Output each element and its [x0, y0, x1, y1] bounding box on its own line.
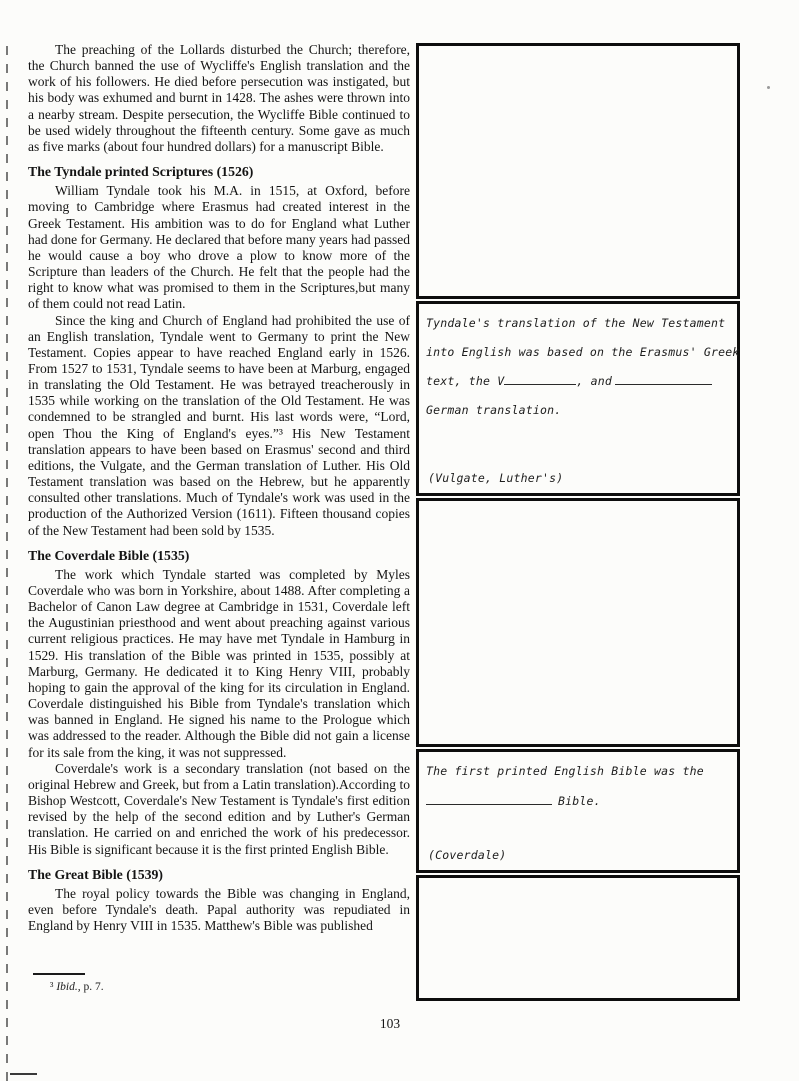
binding-tick-marks	[6, 46, 8, 1081]
paragraph-coverdale-bio: The work which Tyndale started was completed by Myles Coverdale who was born in Yorkshire, about 1488. After completing a Bachelor of Canon Law degree at Cambridge in 1531, Coverdale left the Augustinian priesthood and went about preaching against various current religious practices. He may have met Tyndale in Hamburg in 1529. His translation of the Bible was printed in 1535, possibly at Marburg, Germany. He dedicated it to King Henry VIII, probably hoping to gain the approval of the king for its circulation in England. Coverdale distinguished his Bible from Tyndale's translation which was banned in England. He signed his name to the Prologue which was addressed to the reader. Although the Bible did not gain a license for its sale from the king, it was not suppressed.	[28, 566, 410, 760]
answer-box-empty-top	[416, 43, 740, 299]
paragraph-tyndale-translation: Since the king and Church of England had prohibited the use of an English translation, Tyndale went to Germany to print the New Testament. Copies appear to have reached England early in 1526. From 1527 to 1531, Tyndale seems to have been at Marburg, engaged in translating the Old Testament. He was betrayed treacherously in 1535 while working on the translation of the Old Testament. He was condemned to be strangled and burnt. His last words were, “Lord, open Thou the King of England's eyes.”³ His New Testament translation appears to have been based on Erasmus' second and third editions, the Vulgate, and the German translation of Luther. His Old Testament translation was based on the Hebrew, but he apparently consulted other translations. Much of Tyndale's work was used in the production of the Authorized Version (1611). Fifteen thousand copies of the New Testament had been sold by 1535.	[28, 312, 410, 538]
fill-in-blank	[426, 792, 552, 805]
heading-tyndale-scriptures: The Tyndale printed Scriptures (1526)	[28, 164, 254, 180]
question-line-with-blank	[426, 792, 731, 809]
question-line: into English was based on the Erasmus' Greek	[426, 344, 740, 359]
paragraph-coverdale-work: Coverdale's work is a secondary translation (not based on the original Hebrew and Greek, but from a Latin translation).According to Bishop Westcott, Coverdale's New Testament is Tyndale's first edition revised by the help of the second edition and by Luther's German translation. He carried on and enriched the work of his predecessor. His Bible is significant because it is the first printed English Bible.	[28, 760, 410, 857]
footnote-source: Ibid.,	[56, 981, 81, 993]
answer-box-coverdale-question	[416, 749, 740, 873]
footnote-page-ref: p. 7.	[83, 981, 104, 993]
answer-key: (Coverdale)	[428, 848, 507, 862]
fill-in-blank	[504, 372, 576, 385]
answer-box-empty-middle	[416, 498, 740, 747]
fill-in-blank	[615, 372, 712, 385]
question-line: Tyndale's translation of the New Testament	[426, 316, 726, 330]
answer-box-tyndale-question	[416, 301, 740, 496]
question-text-mid: , and	[576, 374, 612, 388]
answer-box-empty-bottom	[416, 875, 740, 1001]
page-number: 103	[379, 1016, 401, 1031]
paragraph-lollards: The preaching of the Lollards disturbed the Church; therefore, the Church banned the use of Wycliffe's English translation and the work of his followers. He died before persecution was instigated, but his body was exhumed and burnt in 1428. The ashes were thrown into a nearby stream. Despite persecution, the Wycliffe Bible continued to be used widely throughout the fifteenth century. Some gave as much as five marks (about four hundred dollars) for a manuscript Bible.	[28, 42, 410, 154]
question-line: German translation.	[426, 402, 562, 417]
heading-coverdale-bible: The Coverdale Bible (1535)	[28, 547, 190, 563]
heading-great-bible: The Great Bible (1539)	[28, 866, 164, 882]
paragraph-great-bible: The royal policy towards the Bible was changing in England, even before Tyndale's death. Papal authority was repudiated in England by Henry VIII in 1535. Matthew's Bible was published	[28, 885, 410, 934]
scan-artifact-dot	[767, 86, 770, 89]
question-text-post: Bible.	[558, 793, 601, 808]
answer-key: (Vulgate, Luther's)	[428, 471, 564, 485]
paragraph-tyndale-bio: William Tyndale took his M.A. in 1515, at Oxford, before moving to Cambridge where Erasmus had created interest in the Greek Testament. His ambition was to do for England what Luther had done for Germany. He declared that before many years had passed he would cause a boy who drove a plow to know more of the Scripture than leaders of the Church. He felt that the people had the right to know what was promised to them in the Scriptures,but many of them could not read Latin.	[28, 183, 410, 312]
scan-artifact-dash	[10, 1073, 37, 1075]
footnote-marker: ³	[50, 981, 54, 993]
question-line: The first printed English Bible was the	[426, 764, 704, 778]
footnote	[50, 981, 104, 993]
question-text-pre: text, the V	[426, 374, 505, 388]
body-text-column	[28, 42, 410, 934]
footnote-divider	[33, 973, 85, 975]
question-line-with-blanks	[426, 372, 731, 389]
